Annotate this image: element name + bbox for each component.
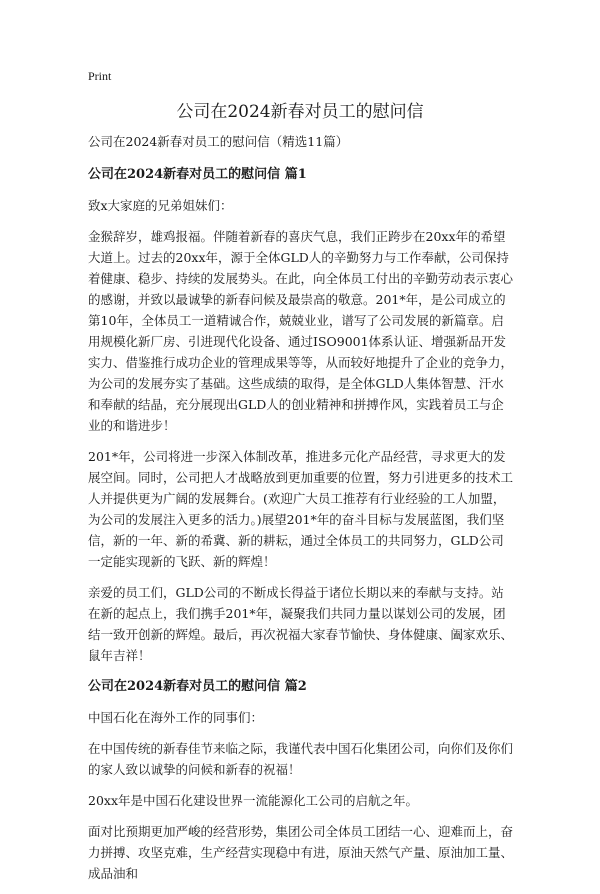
paragraph: 在中国传统的新春佳节来临之际，我谨代表中国石化集团公司，向你们及你们的家人致以诚挚的问候和新春的祝福！: [88, 741, 514, 777]
paragraph: 金猴辞岁，雄鸡报福。伴随着新春的喜庆气息，我们正跨步在20xx年的希望大道上。过去的20xx年，源于全体GLD人的辛勤努力与工作奉献，公司保持着健康、稳步、持续的发展势头。在此，向全体员工付出的辛勤劳动表示衷心的感谢，并致以最诚挚的新春问候及最崇高的敬意。201*年，是公司成立的第10年，全体员工一道精诚合作，兢兢业业，谱写了公司发展的新篇章。启用规模化新厂房、引进现代化设备、通过ISO9001体系认证、增强新品开发实力、借鉴推行成功企业的管理成果等等，从而较好地提升了企业的竞争力，为公司的发展夯实了基础。这些成绩的取得，是全体GLD人集体智慧、汗水和奉献的结晶，充分展现出GLD人的创业精神和拼搏作风，实践着员工与企业的和谐进步！: [88, 229, 514, 433]
section-2: [88, 676, 514, 884]
print-label: Print: [88, 69, 112, 83]
section-heading: 公司在2024新春对员工的慰问信 篇1: [88, 167, 307, 182]
salutation: 中国石化在海外工作的同事们：: [88, 710, 264, 725]
paragraph: 亲爱的员工们，GLD公司的不断成长得益于诸位长期以来的奉献与支持。站在新的起点上，我们携手201*年，凝聚我们共同力量以谋划公司的发展，团结一致开创新的辉煌。最后，再次祝福大家春节愉快、身体健康、阖家欢乐、鼠年吉祥！: [88, 585, 514, 663]
document-title: 公司在2024新春对员工的慰问信: [176, 102, 424, 122]
section-heading: 公司在2024新春对员工的慰问信 篇2: [88, 679, 307, 694]
paragraph: 面对比预期更加严峻的经营形势，集团公司全体员工团结一心、迎难而上，奋力拼搏、攻坚克难，生产经营实现稳中有进，原油天然气产量、原油加工量、成品油和: [88, 824, 514, 881]
paragraph: 201*年，公司将进一步深入体制改革，推进多元化产品经营，寻求更大的发展空间。同时，公司把人才战略放到更加重要的位置，努力引进更多的技术工人并提供更为广阔的发展舞台。(欢迎广大员工推荐有行业经验的工人加盟，为公司的发展注入更多的活力。)展望201*年的奋斗目标与发展蓝图，我们坚信，新的一年、新的希冀、新的耕耘，通过全体员工的共同努力，GLD公司一定能实现新的飞跃、新的辉煌！: [88, 449, 514, 569]
paragraph: 20xx年是中国石化建设世界一流能源化工公司的启航之年。: [88, 793, 419, 808]
document-subtitle: 公司在2024新春对员工的慰问信（精选11篇）: [88, 134, 349, 149]
document-body: [88, 131, 514, 894]
section-1: [88, 164, 514, 666]
salutation: 致x大家庭的兄弟姐妹们：: [88, 198, 233, 213]
